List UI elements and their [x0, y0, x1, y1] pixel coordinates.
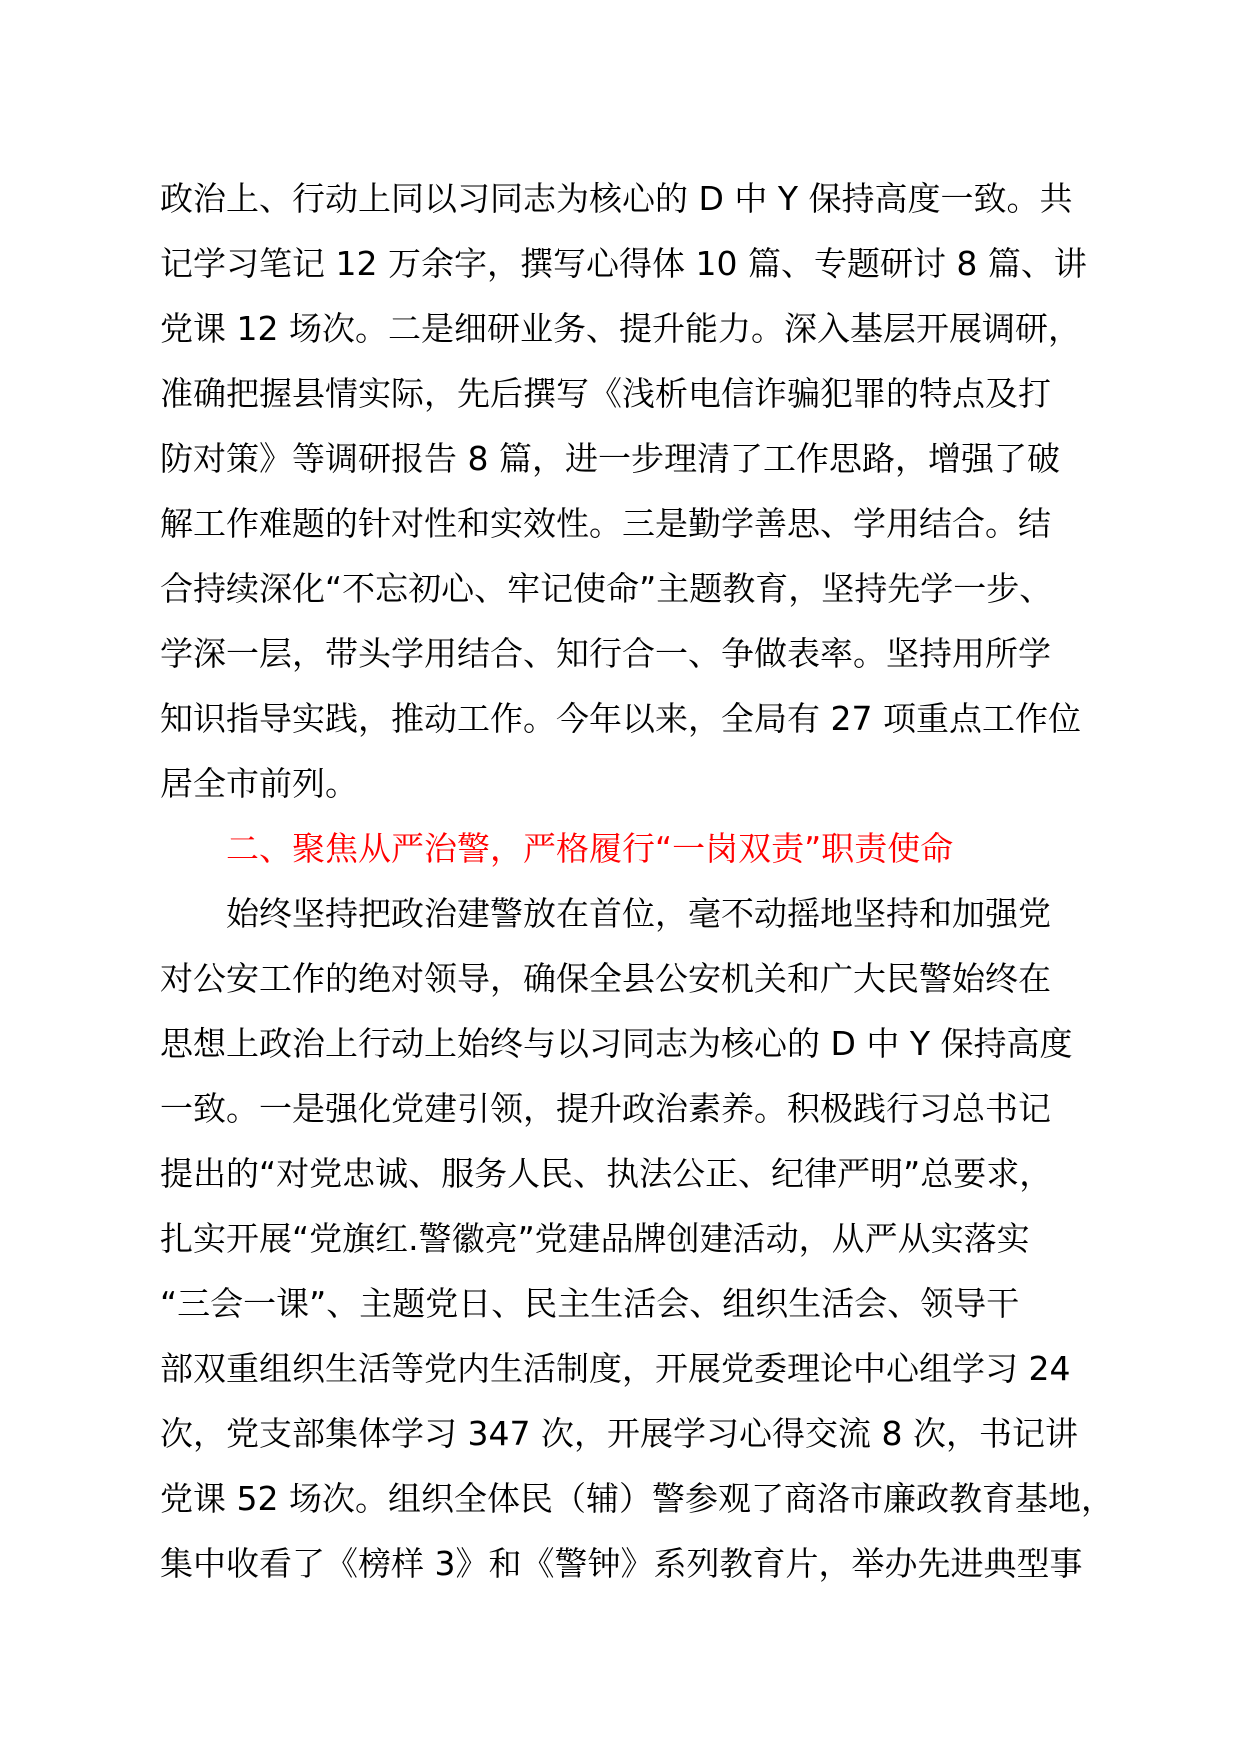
text-line: 一致。一是强化党建引领，提升政治素养。积极践行习总书记: [160, 1089, 1051, 1128]
text-line: 提出的“对党忠诚、服务人民、执法公正、纪律严明”总要求，: [160, 1154, 1053, 1193]
text-line: 准确把握县情实际，先后撰写《浅析电信诈骗犯罪的特点及打: [160, 374, 1051, 413]
text-line: 合持续深化“不忘初心、牢记使命”主题教育，坚持先学一步、: [160, 569, 1053, 608]
text-line: “三会一课”、主题党日、民主生活会、组织生活会、领导干: [160, 1284, 1020, 1323]
text-line: 部双重组织生活等党内生活制度，开展党委理论中心组学习 24: [160, 1349, 1071, 1388]
section-heading: 二、聚焦从严治警，严格履行“一岗双责”职责使命: [226, 829, 954, 868]
paragraph-continued: [160, 166, 1120, 816]
text-line: 记学习笔记 12 万余字，撰写心得体 10 篇、专题研讨 8 篇、讲: [160, 244, 1087, 283]
text-line: 防对策》等调研报告 8 篇，进一步理清了工作思路，增强了破: [160, 439, 1060, 478]
text-line: 思想上政治上行动上始终与以习同志为核心的 D 中 Y 保持高度: [160, 1024, 1073, 1063]
text-line: 次，党支部集体学习 347 次，开展学习心得交流 8 次，书记讲: [160, 1414, 1078, 1453]
paragraph-section-two: [160, 881, 1120, 1596]
text-line: 对公安工作的绝对领导，确保全县公安机关和广大民警始终在: [160, 959, 1051, 998]
text-line: 始终坚持把政治建警放在首位，毫不动摇地坚持和加强党: [226, 894, 1051, 933]
text-line: 解工作难题的针对性和实效性。三是勤学善思、学用结合。结: [160, 504, 1051, 543]
text-line: 知识指导实践，推动工作。今年以来，全局有 27 项重点工作位: [160, 699, 1081, 738]
text-line: 居全市前列。: [160, 764, 358, 803]
text-line: 扎实开展“党旗红.警徽亮”党建品牌创建活动，从严从实落实: [160, 1219, 1030, 1258]
text-line: 党课 12 场次。二是细研业务、提升能力。深入基层开展调研，: [160, 309, 1081, 348]
document-body: [160, 166, 1120, 1596]
text-line: 集中收看了《榜样 3》和《警钟》系列教育片，举办先进典型事: [160, 1544, 1083, 1583]
text-line: 政治上、行动上同以习同志为核心的 D 中 Y 保持高度一致。共: [160, 179, 1073, 218]
text-line: 党课 52 场次。组织全体民（辅）警参观了商洛市廉政教育基地，: [160, 1479, 1114, 1518]
text-line: 学深一层，带头学用结合、知行合一、争做表率。坚持用所学: [160, 634, 1051, 673]
